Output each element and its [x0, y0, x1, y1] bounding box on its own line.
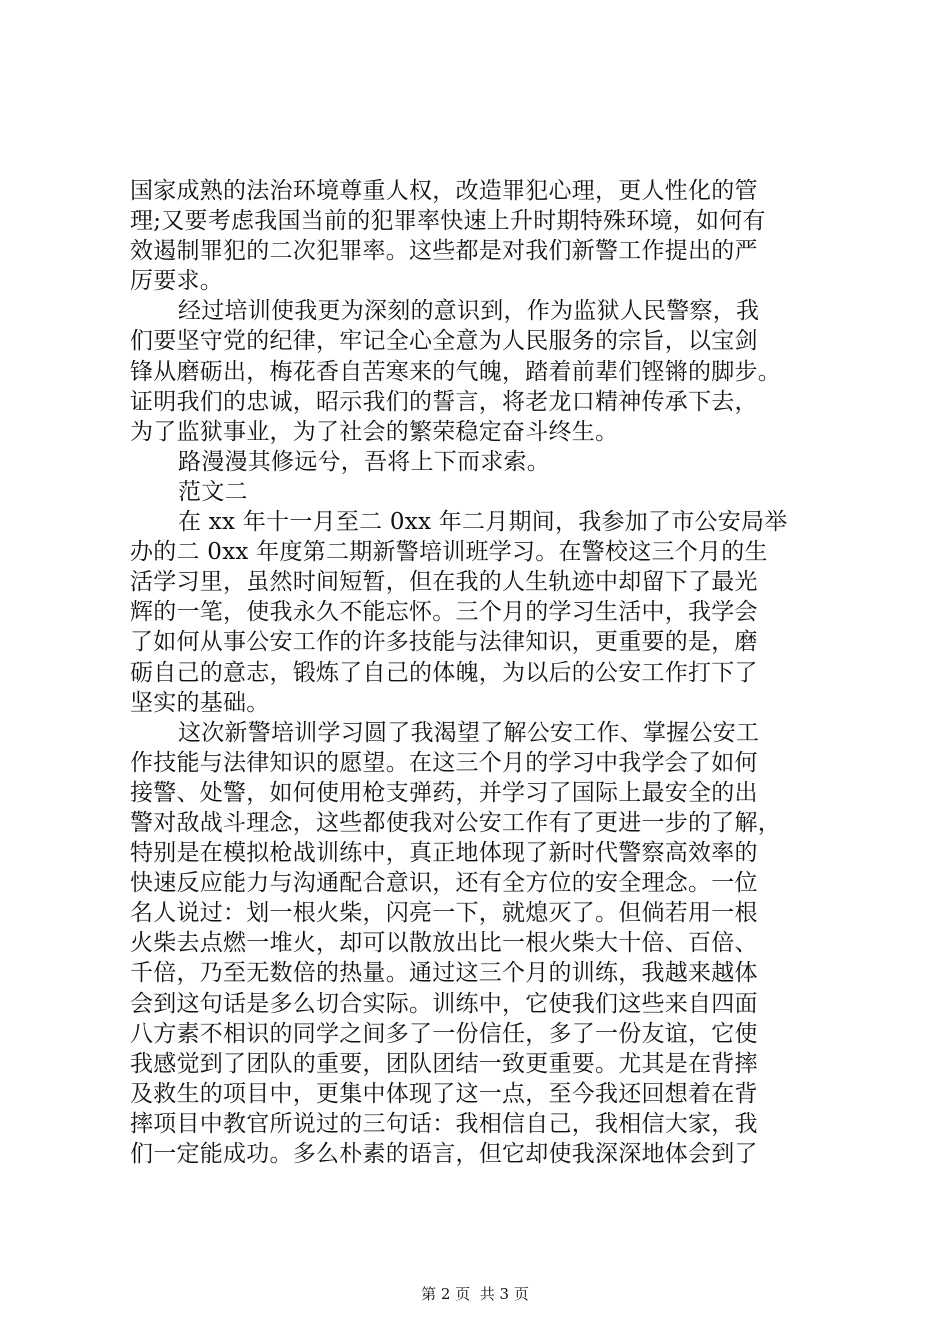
- text-line: 办的二 0xx 年度第二期新警培训班学习。在警校这三个月的生: [130, 539, 768, 566]
- text-line: 名人说过：划一根火柴，闪亮一下，就熄灭了。但倘若用一根: [130, 900, 758, 927]
- text-line: 及救生的项目中，更集中体现了这一点，至今我还回想着在背: [130, 1080, 758, 1107]
- text-line: 们要坚守党的纪律，牢记全心全意为人民服务的宗旨，以宝剑: [130, 328, 758, 355]
- text-line: 为了监狱事业，为了社会的繁荣稳定奋斗终生。: [130, 418, 619, 445]
- body-text: [130, 176, 830, 1169]
- text-line: 活学习里，虽然时间短暂，但在我的人生轨迹中却留下了最光: [130, 569, 758, 596]
- text-line: 火柴去点燃一堆火，却可以散放出比一根火柴大十倍、百倍、: [130, 930, 758, 957]
- text-line: 厉要求。: [130, 268, 223, 295]
- section-heading: 范文二: [178, 478, 248, 505]
- text-line: 千倍，乃至无数倍的热量。通过这三个月的训练，我越来越体: [130, 960, 758, 987]
- text-line: 接警、处警，如何使用枪支弹药，并学习了国际上最安全的出: [130, 779, 758, 806]
- text-line: 会到这句话是多么切合实际。训练中，它使我们这些来自四面: [130, 990, 758, 1017]
- text-line: 证明我们的忠诚，昭示我们的誓言，将老龙口精神传承下去，: [130, 388, 758, 415]
- paragraph-start-line: 路漫漫其修远兮，吾将上下而求索。: [178, 448, 550, 475]
- text-line: 警对敌战斗理念，这些都使我对公安工作有了更进一步的了解，: [130, 809, 781, 836]
- text-line: 了如何从事公安工作的许多技能与法律知识，更重要的是，磨: [130, 629, 758, 656]
- page-number-label: 第 2 页 共 3 页: [421, 1285, 529, 1303]
- text-line: 快速反应能力与沟通配合意识，还有全方位的安全理念。一位: [130, 870, 758, 897]
- text-line: 理;又要考虑我国当前的犯罪率快速上升时期特殊环境，如何有: [130, 208, 766, 235]
- text-line: 辉的一笔，使我永久不能忘怀。三个月的学习生活中，我学会: [130, 599, 758, 626]
- text-line: 锋从磨砺出，梅花香自苦寒来的气魄，踏着前辈们铿锵的脚步。: [130, 358, 781, 385]
- page-footer: [0, 1284, 950, 1304]
- text-line: 们一定能成功。多么朴素的语言，但它却使我深深地体会到了: [130, 1141, 758, 1167]
- text-line: 砺自己的意志，锻炼了自己的体魄，为以后的公安工作打下了: [130, 659, 758, 686]
- paragraph-start-line: 在 xx 年十一月至二 0xx 年二月期间，我参加了市公安局举: [178, 509, 788, 536]
- text-line: 特别是在模拟枪战训练中，真正地体现了新时代警察高效率的: [130, 840, 758, 867]
- text-line: 效遏制罪犯的二次犯罪率。这些都是对我们新警工作提出的严: [130, 238, 758, 265]
- text-line: 摔项目中教官所说过的三句话：我相信自己，我相信大家，我: [130, 1110, 758, 1137]
- text-line: 作技能与法律知识的愿望。在这三个月的学习中我学会了如何: [130, 749, 758, 776]
- text-line: 坚实的基础。: [130, 689, 270, 716]
- text-line: 八方素不相识的同学之间多了一份信任，多了一份友谊，它使: [130, 1020, 758, 1047]
- paragraph-start-line: 经过培训使我更为深刻的意识到，作为监狱人民警察，我: [178, 298, 760, 325]
- text-line: 我感觉到了团队的重要，团队团结一致更重要。尤其是在背摔: [130, 1050, 758, 1077]
- paragraph-start-line: 这次新警培训学习圆了我渴望了解公安工作、掌握公安工: [178, 719, 760, 746]
- text-line: 国家成熟的法治环境尊重人权，改造罪犯心理，更人性化的管: [130, 178, 758, 204]
